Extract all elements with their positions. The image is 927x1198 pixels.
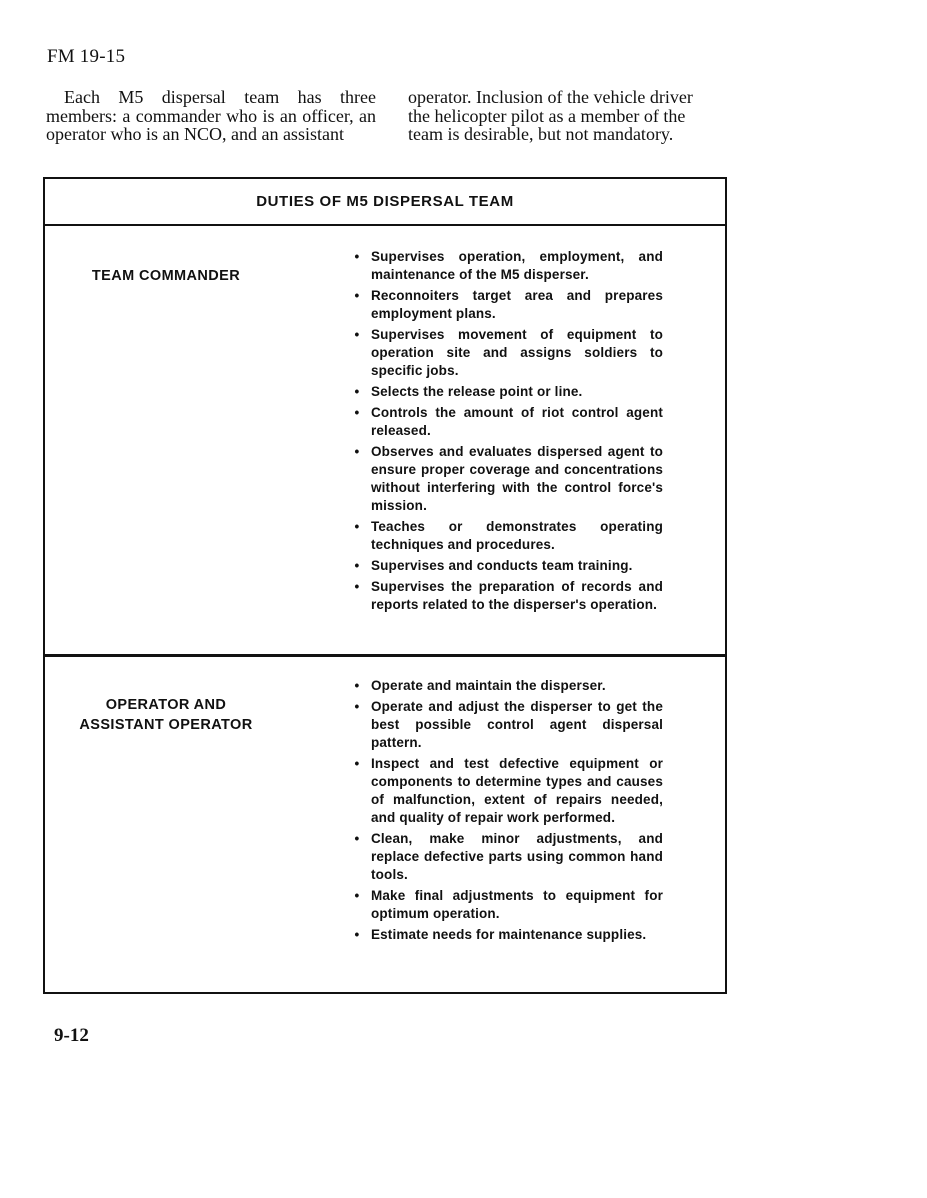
duties-table [43, 177, 727, 994]
duty-text: Controls the amount of riot control agent released. [371, 405, 663, 438]
duty-item [351, 383, 663, 401]
operator-duties-list [351, 677, 663, 947]
duty-text: Operate and adjust the disperser to get the best possible control agent dispersal pattern. [371, 699, 663, 750]
duty-item [351, 677, 663, 695]
duty-item [351, 404, 663, 440]
duty-text: Make final adjustments to equipment for optimum operation. [371, 888, 663, 921]
bullet-icon: • [354, 249, 360, 264]
page-number: 9-12 [54, 1025, 89, 1046]
duty-text: Operate and maintain the disperser. [371, 678, 606, 693]
duty-item [351, 698, 663, 752]
role-label-operator [45, 695, 287, 735]
duty-item [351, 248, 663, 284]
duty-text: Supervises operation, employment, and maintenance of the M5 disperser. [371, 249, 663, 282]
section-operator [45, 657, 725, 993]
bullet-icon: • [354, 678, 360, 693]
duty-item [351, 557, 663, 575]
duty-text: Observes and evaluates dispersed agent to ensure proper coverage and concentrations without interfering with the control force's mission. [371, 444, 663, 513]
duty-item [351, 578, 663, 614]
duty-item [351, 926, 663, 944]
duty-item [351, 887, 663, 923]
intro-left-text: Each M5 dispersal team has three members: a commander who is an officer, an operator who is an NCO, and an assistant [46, 87, 376, 144]
document-id-header: FM 19-15 [47, 46, 126, 67]
duty-text: Estimate needs for maintenance supplies. [371, 927, 647, 942]
duty-item [351, 287, 663, 323]
bullet-icon: • [354, 444, 360, 459]
bullet-icon: • [354, 519, 360, 534]
bullet-icon: • [354, 888, 360, 903]
bullet-icon: • [354, 831, 360, 846]
duty-text: Supervises and conducts team training. [371, 558, 633, 573]
duty-text: Supervises the preparation of records and reports related to the disperser's operation. [371, 579, 663, 612]
duty-item [351, 755, 663, 827]
bullet-icon: • [354, 384, 360, 399]
duty-text: Teaches or demonstrates operating techniques and procedures. [371, 519, 663, 552]
bullet-icon: • [354, 927, 360, 942]
role-line: TEAM COMMANDER [91, 268, 241, 284]
bullet-icon: • [354, 579, 360, 594]
duty-text: Supervises movement of equipment to operation site and assigns soldiers to specific jobs. [371, 327, 663, 378]
bullet-icon: • [354, 699, 360, 714]
bullet-icon: • [354, 327, 360, 342]
table-title: DUTIES OF M5 DISPERSAL TEAM [45, 179, 725, 226]
bullet-icon: • [354, 756, 360, 771]
bullet-icon: • [354, 405, 360, 420]
duty-item [351, 830, 663, 884]
role-line: OPERATOR AND [105, 697, 227, 713]
duty-text: Clean, make minor adjustments, and replace defective parts using common hand tools. [371, 831, 663, 882]
duty-item [351, 518, 663, 554]
duty-item [351, 326, 663, 380]
duty-text: Reconnoiters target area and prepares employment plans. [371, 288, 663, 321]
duty-text: Selects the release point or line. [371, 384, 583, 399]
role-label-team-commander [45, 266, 287, 286]
bullet-icon: • [354, 288, 360, 303]
intro-paragraph-right: operator. Inclusion of the vehicle driver the helicopter pilot as a member of the team is desirable, but not mandatory. [408, 87, 693, 144]
bullet-icon: • [354, 558, 360, 573]
section-team-commander [45, 226, 725, 657]
duty-text: Inspect and test defective equipment or components to determine types and causes of malfunction, extent of repairs needed, and quality of repair work performed. [371, 756, 663, 825]
commander-duties-list [351, 248, 663, 617]
role-line: ASSISTANT OPERATOR [79, 717, 253, 733]
duty-item [351, 443, 663, 515]
intro-paragraph-left [46, 88, 376, 144]
